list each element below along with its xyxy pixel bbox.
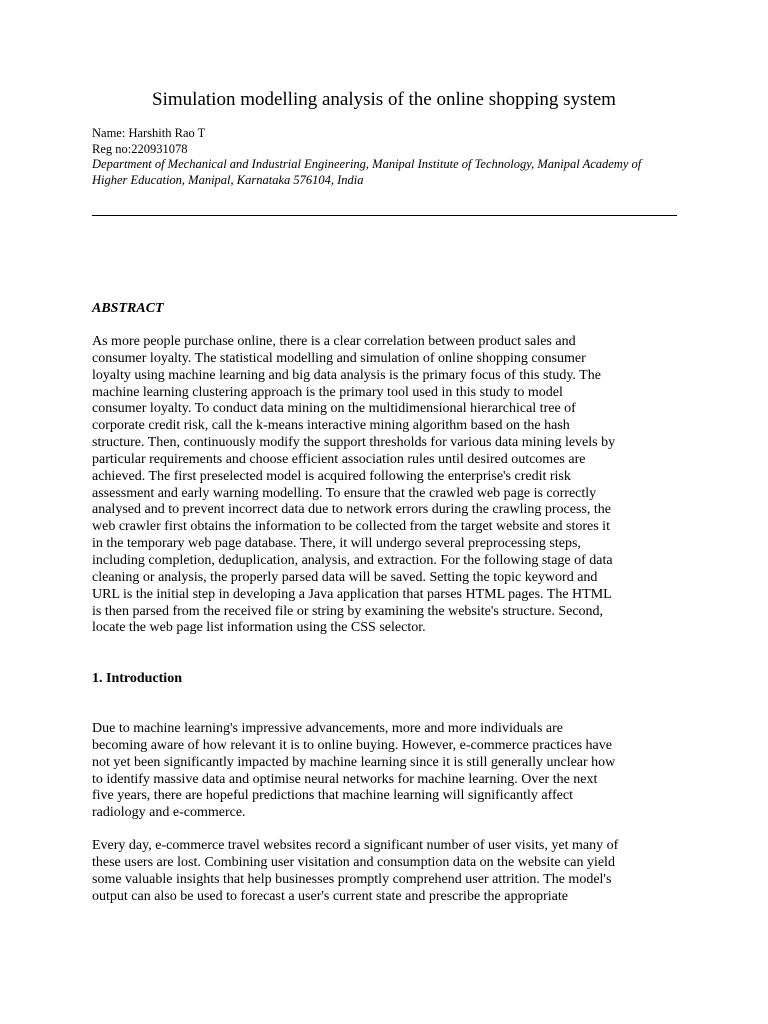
abstract-line: cleaning or analysis, the properly parsed data will be saved. Setting the topic keyword and xyxy=(92,569,598,585)
introduction-heading: 1. Introduction xyxy=(92,671,182,686)
paper-title: Simulation modelling analysis of the online shopping system xyxy=(152,89,616,110)
author-reg-number: Reg no:220931078 xyxy=(92,141,188,156)
abstract-line: including completion, deduplication, analysis, and extraction. For the following stage of data xyxy=(92,552,613,568)
introduction-line: not yet been significantly impacted by machine learning since it is still generally unclear how xyxy=(92,754,616,770)
abstract-line: locate the web page list information using the CSS selector. xyxy=(92,620,426,636)
introduction-line: some valuable insights that help businesses promptly comprehend user attrition. The model's xyxy=(92,871,612,887)
abstract-line: web crawler first obtains the information to be collected from the target website and stores it xyxy=(92,519,610,535)
author-affiliation-line: Higher Education, Manipal, Karnataka 576104, India xyxy=(92,172,364,187)
introduction-line: becoming aware of how relevant it is to online buying. However, e-commerce practices have xyxy=(92,737,612,753)
abstract-line: structure. Then, continuously modify the support thresholds for various data mining levels by xyxy=(92,435,616,451)
abstract-line: machine learning clustering approach is the primary tool used in this study to model xyxy=(92,384,563,400)
abstract-line: consumer loyalty. The statistical modelling and simulation of online shopping consumer xyxy=(92,350,586,366)
introduction-line: radiology and e-commerce. xyxy=(92,805,246,821)
header-divider xyxy=(92,215,677,216)
author-name: Name: Harshith Rao T xyxy=(92,126,206,140)
introduction-line: output can also be used to forecast a user's current state and prescribe the appropriate xyxy=(92,888,568,904)
introduction-line: Every day, e-commerce travel websites record a significant number of user visits, yet many of xyxy=(92,838,619,853)
introduction-line: five years, there are hopeful predictions that machine learning will significantly affect xyxy=(92,788,573,804)
abstract-line: in the temporary web page database. There, it will undergo several preprocessing steps, xyxy=(92,536,581,552)
abstract-line: consumer loyalty. To conduct data mining on the multidimensional hierarchical tree of xyxy=(92,401,576,417)
abstract-body xyxy=(92,334,678,637)
abstract-line: corporate credit risk, call the k-means interactive mining algorithm based on the hash xyxy=(92,418,570,434)
introduction-line: to identify massive data and optimise neural networks for machine learning. Over the next xyxy=(92,771,598,787)
abstract-line: is then parsed from the received file or string by examining the website's structure. Second, xyxy=(92,603,604,619)
abstract-line: particular requirements and choose efficient association rules until desired outcomes are xyxy=(92,451,586,467)
introduction-paragraph-1 xyxy=(92,721,678,822)
introduction-line: Due to machine learning's impressive advancements, more and more individuals are xyxy=(92,721,563,736)
author-affiliation-line: Department of Mechanical and Industrial Engineering, Manipal Institute of Technology, Manipal Academy of xyxy=(92,157,642,171)
introduction-paragraph-2 xyxy=(92,838,678,905)
abstract-line: assessment and early warning modelling. To ensure that the crawled web page is correctly xyxy=(92,485,597,501)
author-block xyxy=(92,126,676,188)
abstract-heading: ABSTRACT xyxy=(92,301,164,316)
abstract-line: analysed and to prevent incorrect data due to network errors during the crawling process, the xyxy=(92,502,611,518)
abstract-line: URL is the initial step in developing a Java application that parses HTML pages. The HTML xyxy=(92,586,612,602)
abstract-line: As more people purchase online, there is a clear correlation between product sales and xyxy=(92,334,576,349)
abstract-line: loyalty using machine learning and big data analysis is the primary focus of this study. The xyxy=(92,367,601,383)
introduction-line: these users are lost. Combining user visitation and consumption data on the website can yield xyxy=(92,854,615,870)
abstract-line: achieved. The first preselected model is acquired following the enterprise's credit risk xyxy=(92,468,571,484)
